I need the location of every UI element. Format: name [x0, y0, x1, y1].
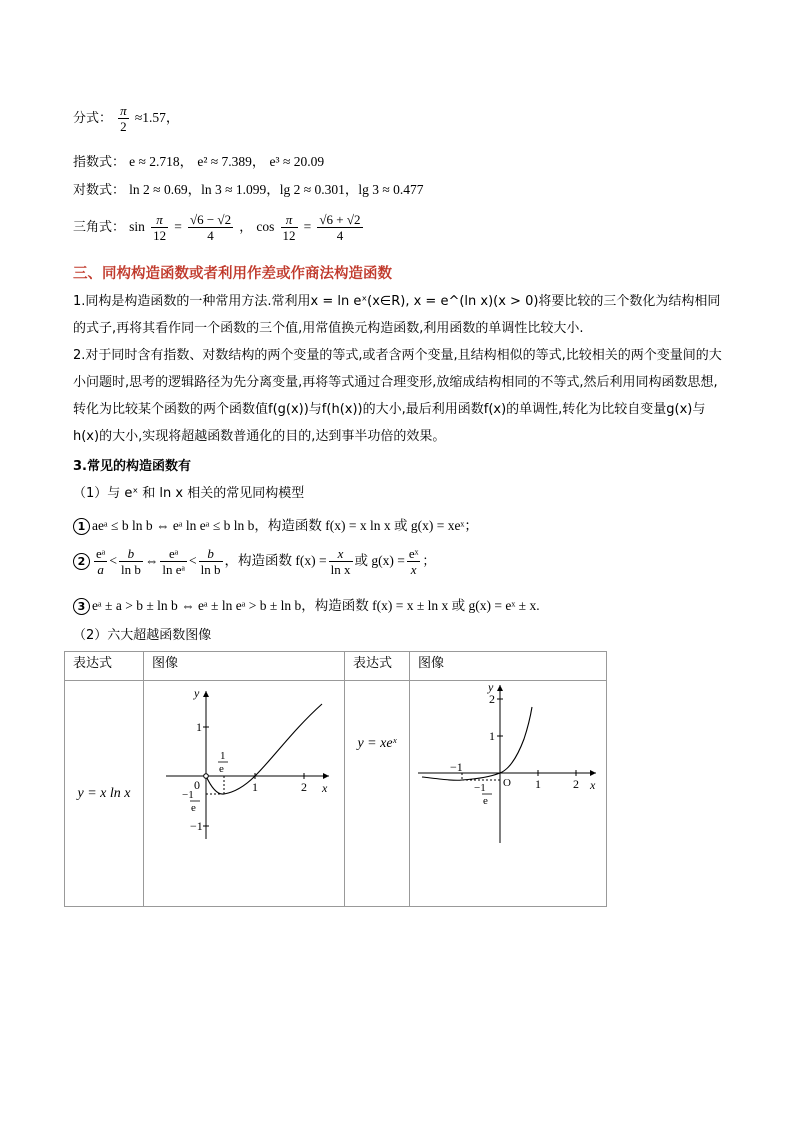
- x-arrow: [590, 770, 596, 776]
- svg-text:1: 1: [220, 750, 226, 762]
- svg-text:−1: −1: [450, 760, 463, 774]
- y-arrow: [497, 685, 503, 691]
- svg-text:x: x: [590, 778, 596, 792]
- svg-text:2: 2: [301, 780, 307, 794]
- svg-text:2: 2: [489, 692, 495, 706]
- svg-text:0: 0: [194, 778, 200, 792]
- exp-e1: e ≈ 2.718，: [129, 154, 194, 169]
- model-3: 3 eᵃ ± a > b ± ln b ⇔ eᵃ ± ln eᵃ > b ± ln b，构造函数 f(x) = x ± ln x 或 g(x) = eˣ ± x.: [73, 594, 540, 615]
- exp-line: [73, 150, 324, 170]
- trig-label: 三角式：: [73, 220, 126, 235]
- graph-xex: [410, 681, 606, 851]
- cos-fraction: $\frac{√6 + √2}{4}$: [319, 212, 361, 243]
- open-point-origin: [204, 774, 209, 779]
- svg-text:1: 1: [196, 720, 202, 734]
- function-graph-table: [64, 651, 607, 907]
- table-row: [65, 681, 607, 907]
- paragraph-5: （2）六大超越函数图像: [73, 628, 212, 643]
- log-line: [73, 178, 424, 198]
- circled-number-3: 3: [73, 598, 90, 615]
- svg-text:1: 1: [489, 729, 495, 743]
- sin-fraction: $\frac{√6 - √2}{4}$: [189, 212, 232, 243]
- fraction-label: 分式：: [73, 111, 113, 126]
- y-arrow: [203, 691, 209, 697]
- svg-text:2: 2: [573, 777, 579, 791]
- log-values: ln 2 ≈ 0.69，ln 3 ≈ 1.099，lg 2 ≈ 0.301，lg 3 ≈ 0.477: [129, 182, 424, 197]
- circled-number-2: 2: [73, 553, 90, 570]
- graph-xlnx: [144, 681, 344, 851]
- row1-expr-cell: y = x ln x: [65, 681, 144, 907]
- paragraph-4: （1）与 eˣ 和 ln x 相关的常见同构模型: [73, 486, 305, 501]
- row1-expr2-cell: y = xeˣ: [345, 681, 410, 907]
- svg-text:y: y: [488, 681, 494, 694]
- svg-text:−1: −1: [474, 782, 486, 794]
- svg-text:1: 1: [252, 780, 258, 794]
- header-graph-2: 图像: [410, 652, 607, 681]
- log-label: 对数式：: [73, 183, 126, 198]
- header-graph-1: 图像: [144, 652, 345, 681]
- section-title: 三、同构构造函数或者利用作差或作商法构造函数: [73, 266, 392, 282]
- model-2: 2 $\frac{\text{eᵃ}}{a}$ < $\frac{b}{\text{ln b}}$ ⇔ $\frac{\text{eᵃ}}{\text{ln eᵃ}}$ < $\frac{b}{\text{ln b}}$ ，构造函数 f(x) = $\frac{x}{\text{ln x}}$ 或 g(x) = $\frac{\text{eˣ}}{x}$ ；: [73, 546, 435, 577]
- trig-line: 三角式： sin $\frac{\pi}{12}$ = $\frac{√6 - √2}{4}$ ， cos $\frac{\pi}{12}$ = $\frac{√6 + √2}{4}$: [73, 212, 361, 243]
- circled-number-1: 1: [73, 518, 90, 535]
- svg-text:−1: −1: [182, 789, 194, 801]
- paragraph-2: 2.对于同时含有指数、对数结构的两个变量的等式,或者含两个变量,且结构相似的等式,比较相关的两个变量间的大小问题时,思考的逻辑路径为先分离变量,再将等式通过合理变形,放缩成结构相同的不等式,然后利用同构函数思想,转化为比较某个函数的两个函数值f(g(x))与f(h(x))的大小,最后利用函数f(x)的单调性,转化为比较自变量g(x)与h(x)的大小,实现将超越函数普通化的目的,达到事半功倍的效果。: [73, 348, 722, 444]
- svg-text:y: y: [194, 686, 200, 700]
- exp-label: 指数式：: [73, 155, 126, 170]
- graph-xlnx-cell: [144, 681, 345, 907]
- svg-text:−1: −1: [190, 819, 203, 833]
- fraction-line: [73, 103, 179, 134]
- exp-e3: e³ ≈ 20.09: [269, 154, 325, 169]
- svg-text:e: e: [483, 795, 488, 807]
- table-header-row: [65, 652, 607, 681]
- exp-e2: e² ≈ 7.389，: [197, 154, 266, 169]
- paragraph-3: 3.常见的构造函数有: [73, 459, 191, 474]
- x-arrow: [323, 773, 329, 779]
- svg-text:e: e: [219, 763, 224, 775]
- model-1: 1 aeᵃ ≤ b ln b ⇔ eᵃ ln eᵃ ≤ b ln b，构造函数 f(x) = x ln x 或 g(x) = xeˣ；: [73, 514, 478, 535]
- curve-xex: [422, 707, 532, 780]
- svg-text:e: e: [191, 802, 196, 814]
- svg-text:1: 1: [535, 777, 541, 791]
- paragraph-1: 1.同构是构造函数的一种常用方法.常利用x = ln eˣ(x∈R), x = e^(ln x)(x > 0)将要比较的三个数化为结构相同的式子,再将其看作同一个函数的三个值,用常值换元构造函数,利用函数的单调性比较大小.: [73, 294, 721, 336]
- pi-over-2: $\frac{\pi}{2}$: [120, 103, 127, 134]
- svg-text:O: O: [503, 777, 511, 789]
- svg-text:x: x: [322, 781, 328, 795]
- header-expr-2: 表达式: [345, 652, 410, 681]
- graph-xex-cell: [410, 681, 607, 907]
- fraction-value: ≈1.57，: [134, 110, 180, 125]
- header-expr-1: 表达式: [65, 652, 144, 681]
